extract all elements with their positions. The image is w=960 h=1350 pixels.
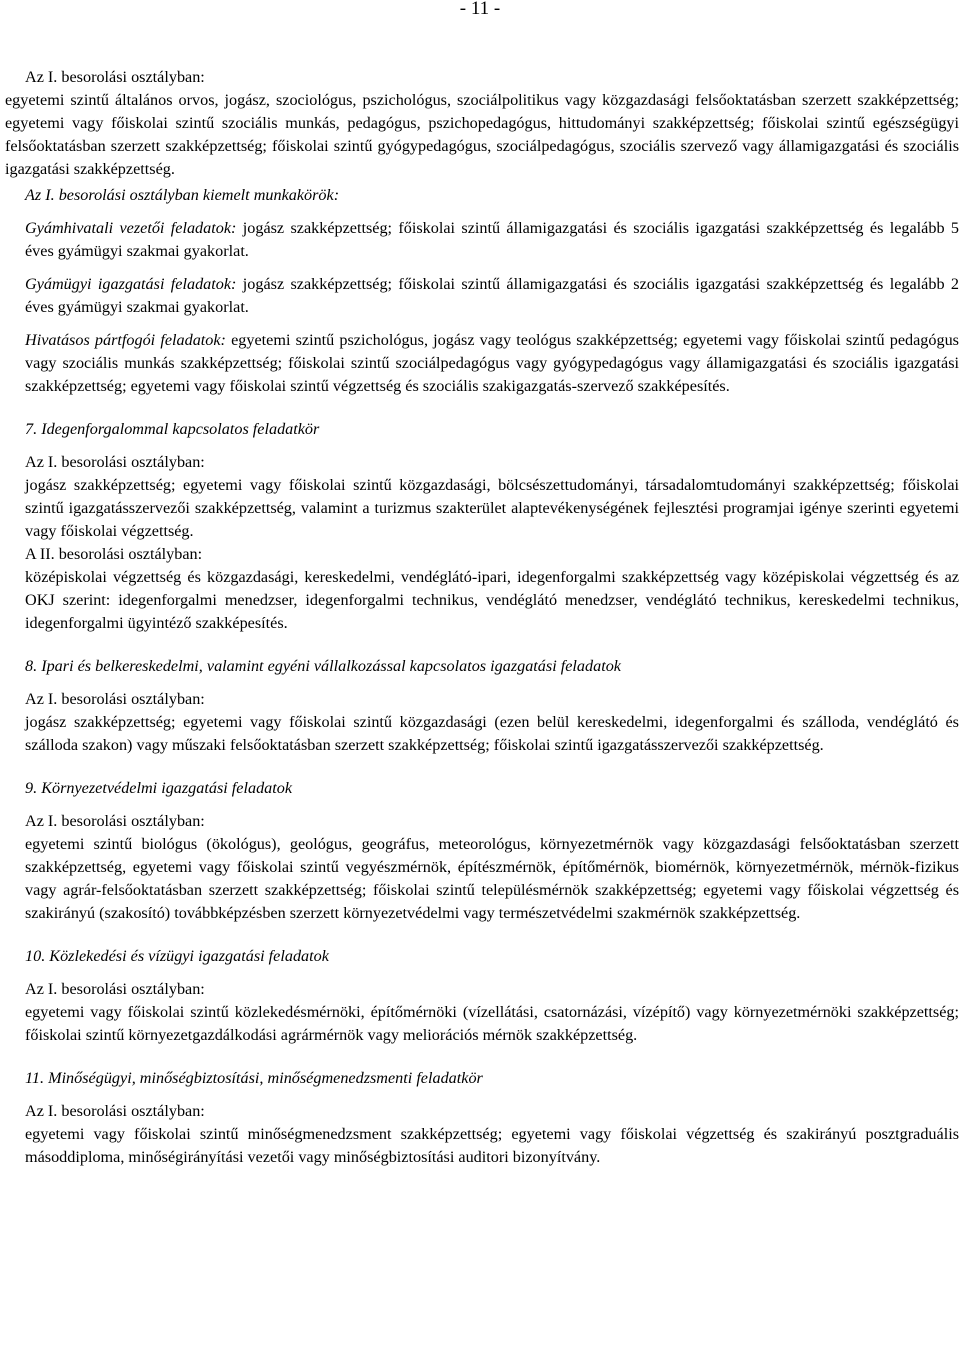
sec8-cat1-text: jogász szakképzettség; egyetemi vagy főiskolai szintű közgazdasági (ezen belül kereskedelmi, idegenforgalmi és szálloda, vendéglátó és szálloda szakon) vagy műszaki felsőoktatásban szerzett szakképzettség; főiskolai szintű igazgatásszervezői szakképzettség. — [25, 713, 959, 754]
role-text: jogász szakképzettség; főiskolai szintű államigazgatási és szociális igazgatási szakképzettség és legalább 5 éves gyámügyi szakmai gyakorlat. — [25, 219, 959, 260]
sec10-cat1-label: Az I. besorolási osztályban: — [25, 980, 205, 998]
sec8-heading: 8. Ipari és belkereskedelmi, valamint egyéni vállalkozással kapcsolatos igazgatási feladatok — [25, 657, 621, 675]
role-title: Gyámügyi igazgatási feladatok: — [25, 275, 237, 293]
role-guardianship-admin — [5, 273, 959, 319]
sec11-heading: 11. Minőségügyi, minőségbiztosítási, minőségmenedzsmenti feladatkör — [25, 1069, 483, 1087]
sec7-cat2-text: középiskolai végzettség és közgazdasági, kereskedelmi, vendéglátó-ipari, idegenforgalmi szakképzettség vagy középiskolai végzettség és az OKJ szerint: idegenforgalmi menedzser, idegenforgalmi technikus, vendéglátó menedzser, vendéglátó technikus, kereskedelmi technikus, idegenforgalmi ügyintéző szakképesítés. — [25, 568, 959, 632]
sec7-heading: 7. Idegenforgalommal kapcsolatos feladatkör — [25, 420, 320, 438]
sec6-highlight-label — [5, 184, 959, 207]
role-text: jogász szakképzettség; főiskolai szintű államigazgatási és szociális igazgatási szakképzettség és legalább 2 éves gyámügyi szakmai gyakorlat. — [25, 275, 959, 316]
sec6-cat1-text: egyetemi szintű általános orvos, jogász, szociológus, pszichológus, szociálpolitikus vagy közgazdasági felsőoktatásban szerzett szakképzettség; egyetemi vagy főiskolai szintű szociális munkás, pedagógus, pszichopedagógus, hittudományi szakképzettség; főiskolai szintű egészségügyi felsőoktatásban szerzett szakképzettség; főiskolai szintű gyógypedagógus, szociálpedagógus, szociális szervező vagy államigazgatási és szociális igazgatási szakképzettség. — [5, 91, 959, 178]
sec11-cat1-label: Az I. besorolási osztályban: — [25, 1102, 205, 1120]
page-number: - 11 - — [459, 0, 501, 19]
sec8-cat1-label: Az I. besorolási osztályban: — [25, 690, 205, 708]
sec10-heading: 10. Közlekedési és vízügyi igazgatási feladatok — [25, 947, 329, 965]
sec7-cat1-label: Az I. besorolási osztályban: — [25, 453, 205, 471]
sec9-cat1-label: Az I. besorolási osztályban: — [25, 812, 205, 830]
sec6-cat1-label: Az I. besorolási osztályban: — [25, 68, 205, 86]
sec9-heading: 9. Környezetvédelmi igazgatási feladatok — [25, 779, 293, 797]
document-body — [5, 66, 959, 1169]
role-title: Gyámhivatali vezetői feladatok: — [25, 219, 237, 237]
role-guardianship-leader — [5, 217, 959, 263]
sec10-cat1-text: egyetemi vagy főiskolai szintű közlekedésmérnöki, építőmérnöki (vízellátási, csatornázási, vízépítő) vagy környezetmérnöki szakképzettség; főiskolai szintű környezetgazdálkodási agrármérnök vagy meliorációs mérnök szakképzettség. — [25, 1003, 959, 1044]
sec11-cat1-text: egyetemi vagy főiskolai szintű minőségmenedzsment szakképzettség; egyetemi vagy főiskolai végzettség és szakirányú posztgraduális másoddiploma, minőségirányítási vezetői vagy minőségbiztosítási auditori bizonyítvány. — [25, 1125, 959, 1166]
sec9-cat1-text: egyetemi szintű biológus (ökológus), geológus, geográfus, meteorológus, környezetmérnök vagy közgazdasági felsőoktatásban szerzett szakképzettség, egyetemi vagy főiskolai szintű vegyészmérnök, építészmérnök, építőmérnök, biomérnök, környezetmérnök, mérnök-fizikus vagy agrár-felsőoktatásban szerzett szakképzettség; főiskolai szintű településmérnök szakképzettség; egyetemi vagy főiskolai végzettség és szakirányú (szakosító) továbbképzésben szerzett környezetvédelmi vagy természetvédelmi szakmérnök szakképzettség. — [25, 835, 959, 922]
highlight-label-text: Az I. besorolási osztályban kiemelt munkakörök: — [25, 186, 340, 204]
role-probation — [5, 329, 959, 398]
role-text: egyetemi szintű pszichológus, jogász vagy teológus szakképzettség; egyetemi vagy főiskolai szintű pedagógus vagy szociális munkás szakképzettség; főiskolai szintű szociálpedagógus vagy gyógypedagógus vagy államigazgatási és szociális igazgatási szakképzettség; egyetemi vagy főiskolai szintű végzettség és szociális szakigazgatás-szervező szakképesítés. — [25, 331, 959, 395]
sec7-cat2-label: A II. besorolási osztályban: — [25, 545, 203, 563]
role-title: Hivatásos pártfogói feladatok: — [25, 331, 226, 349]
sec7-cat1-text: jogász szakképzettség; egyetemi vagy főiskolai szintű közgazdasági, bölcsészettudományi, társadalomtudományi szakképzettség; főiskolai szintű igazgatásszervezői szakképzettség, valamint a turizmus szakterület alaptevékenységének fejlesztési programjai igénye szerinti egyetemi vagy főiskolai végzettség. — [25, 476, 959, 540]
